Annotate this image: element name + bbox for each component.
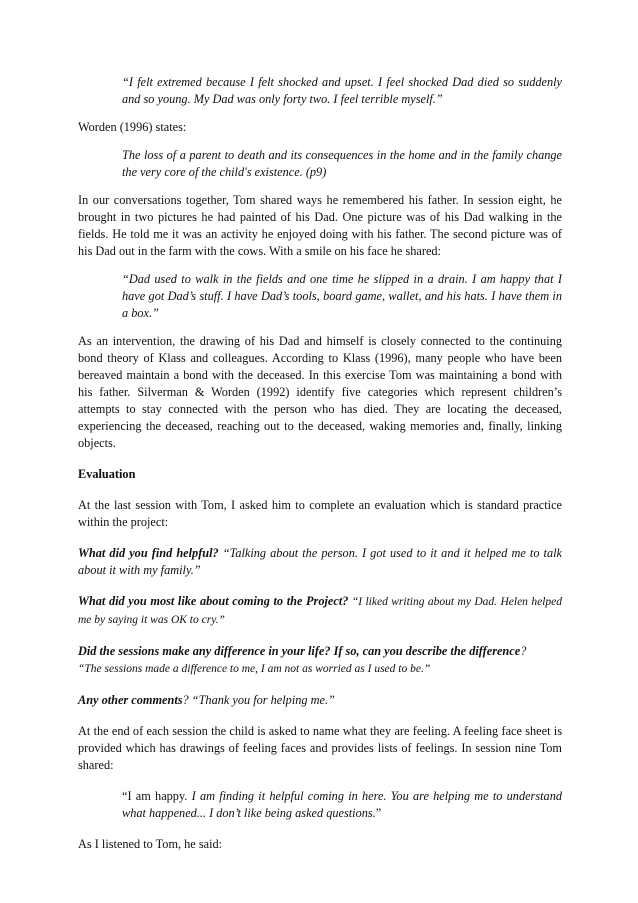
evaluation-question-3 <box>78 643 562 678</box>
answer-text: “I liked writing about my Dad. Helen helped me by saying it was OK to cry.” <box>78 596 563 626</box>
quote-open: “I am happy. <box>122 789 192 803</box>
evaluation-question-1 <box>78 545 562 579</box>
conversations-paragraph: In our conversations together, Tom shared ways he remembered his father. In session eight, he brought in two pictures he had painted of his Dad. One picture was of his Dad walking in the fields. He told me it was an activity he enjoyed doing with his father. The second picture was of his Dad out in the farm with the cows. With a smile on his face he shared: <box>78 193 562 258</box>
intervention-paragraph: As an intervention, the drawing of his Dad and himself is closely connected to the continuing bond theory of Klass and colleagues. According to Klass (1996), many people who have been bereaved maintain a bond with the deceased. In this exercise Tom was maintaining a bond with his father. Silverman & Worden (1992) identify five categories which represent children’s attempts to stay connected with the person who has died. They are locating the deceased, experiencing the deceased, reaching out to the deceased, waking memories and, finally, linking objects. <box>78 334 562 450</box>
evaluation-heading: Evaluation <box>78 467 136 481</box>
evaluation-question-2 <box>78 593 562 629</box>
answer-text: “Talking about the person. I got used to it and it helped me to talk about it with my family.” <box>78 546 563 577</box>
answer-text: ? “Thank you for helping me.” <box>182 693 335 707</box>
tom-quote-dad-stuff: “Dad used to walk in the fields and one time he slipped in a drain. I am happy that I have got Dad’s stuff. I have Dad’s tools, board game, wallet, and his hats. I have them in a box.” <box>122 272 562 320</box>
feeling-face-paragraph: At the end of each session the child is asked to name what they are feeling. A feeling face sheet is provided which has drawings of feeling faces and provides lists of feelings. In session nine Tom shared: <box>78 724 562 772</box>
tom-quote-feelings: “I felt extremed because I felt shocked and upset. I feel shocked Dad died so suddenly and so young. My Dad was only forty two. I feel terrible myself.” <box>122 75 562 106</box>
document-body <box>78 74 562 853</box>
quote-close: ” <box>375 806 382 820</box>
evaluation-question-4 <box>78 692 562 709</box>
question-text: Any other comments <box>78 693 183 707</box>
quote-body: I am finding it helpful coming in here. You are helping me to understand what happened... I don’t like being asked questions. <box>122 789 562 820</box>
question-end: ? <box>520 644 527 658</box>
question-text: Did the sessions make any difference in your life? If so, can you describe the difference <box>78 644 521 658</box>
evaluation-intro: At the last session with Tom, I asked him to complete an evaluation which is standard practice within the project: <box>78 498 562 529</box>
answer-text: “The sessions made a difference to me, I am not as worried as I used to be.” <box>78 663 431 675</box>
listened-paragraph: As I listened to Tom, he said: <box>78 837 223 851</box>
question-text: What did you find helpful? <box>78 546 219 560</box>
worden-quote: The loss of a parent to death and its consequences in the home and in the family change the very core of the child's existence. (p9) <box>122 148 562 179</box>
tom-quote-session-nine <box>122 788 562 822</box>
worden-intro: Worden (1996) states: <box>78 120 187 134</box>
question-text: What did you most like about coming to the Project? <box>78 594 349 608</box>
